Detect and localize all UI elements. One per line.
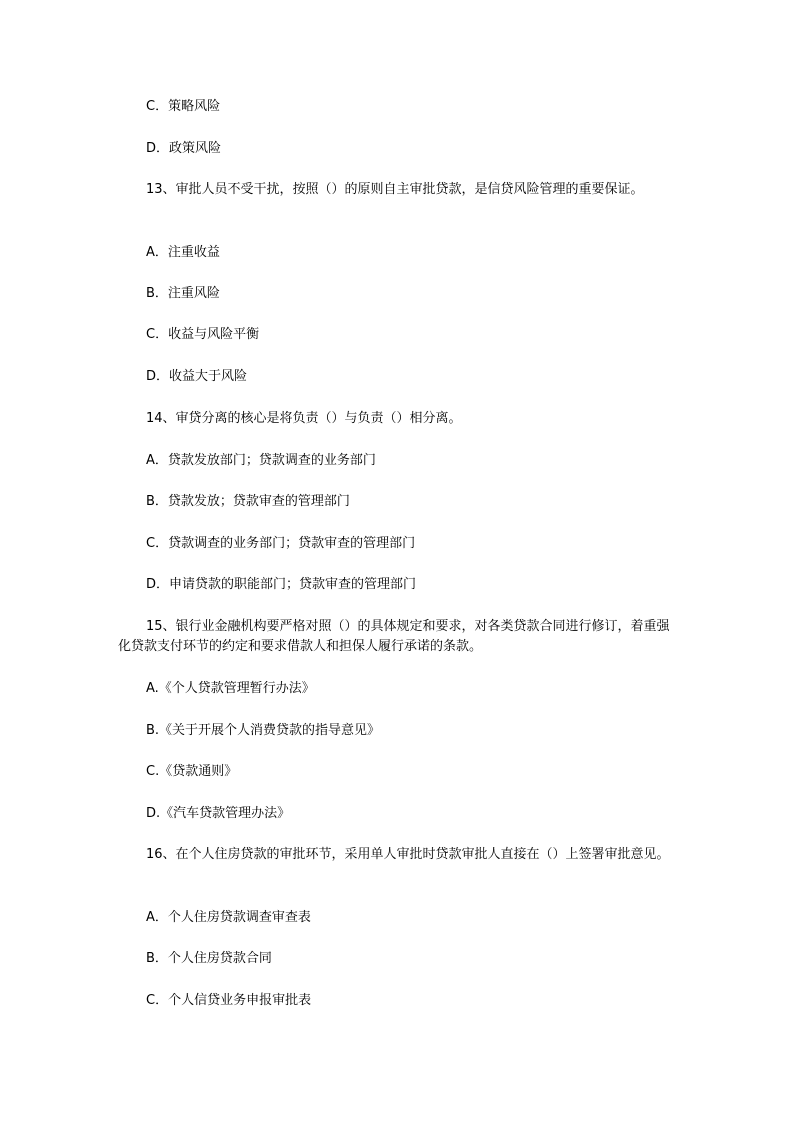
q13-option-d: D．收益大于风险 bbox=[146, 369, 248, 384]
q14-option-d: D．申请贷款的职能部门；贷款审查的管理部门 bbox=[146, 577, 417, 592]
q15-option-c: C.《贷款通则》 bbox=[146, 764, 238, 779]
q12-option-d: D．政策风险 bbox=[146, 141, 222, 156]
q16-stem: 16、在个人住房贷款的审批环节，采用单人审批时贷款审批人直接在（）上签署审批意见。 bbox=[146, 847, 670, 862]
q13-option-c: C．收益与风险平衡 bbox=[146, 327, 260, 342]
q13-option-b: B．注重风险 bbox=[146, 286, 220, 301]
q13-stem: 13、审批人员不受干扰，按照（）的原则自主审批贷款，是信贷风险管理的重要保证。 bbox=[146, 182, 644, 197]
q12-option-c: C．策略风险 bbox=[146, 99, 221, 114]
q14-option-a: A．贷款发放部门；贷款调查的业务部门 bbox=[146, 453, 376, 468]
q16-option-a: A．个人住房贷款调查审查表 bbox=[146, 910, 311, 925]
q14-option-b: B．贷款发放；贷款审查的管理部门 bbox=[146, 494, 350, 509]
q15-option-a: A.《个人贷款管理暂行办法》 bbox=[146, 681, 315, 696]
q15-option-b: B.《关于开展个人消费贷款的指导意见》 bbox=[146, 723, 381, 738]
q15-stem: 15、银行业金融机构要严格对照（）的具体规定和要求，对各类贷款合同进行修订，着重强化贷款支付环节的约定和要求借款人和担保人履行承诺的条款。 bbox=[118, 619, 670, 654]
q13-option-a: A．注重收益 bbox=[146, 245, 220, 260]
q16-option-c: C．个人信贷业务申报审批表 bbox=[146, 993, 312, 1008]
q14-option-c: C．贷款调查的业务部门；贷款审查的管理部门 bbox=[146, 536, 416, 551]
q15-option-d: D.《汽车贷款管理办法》 bbox=[146, 806, 291, 821]
q16-option-b: B．个人住房贷款合同 bbox=[146, 951, 272, 966]
q14-stem: 14、审贷分离的核心是将负责（）与负责（）相分离。 bbox=[146, 411, 462, 426]
